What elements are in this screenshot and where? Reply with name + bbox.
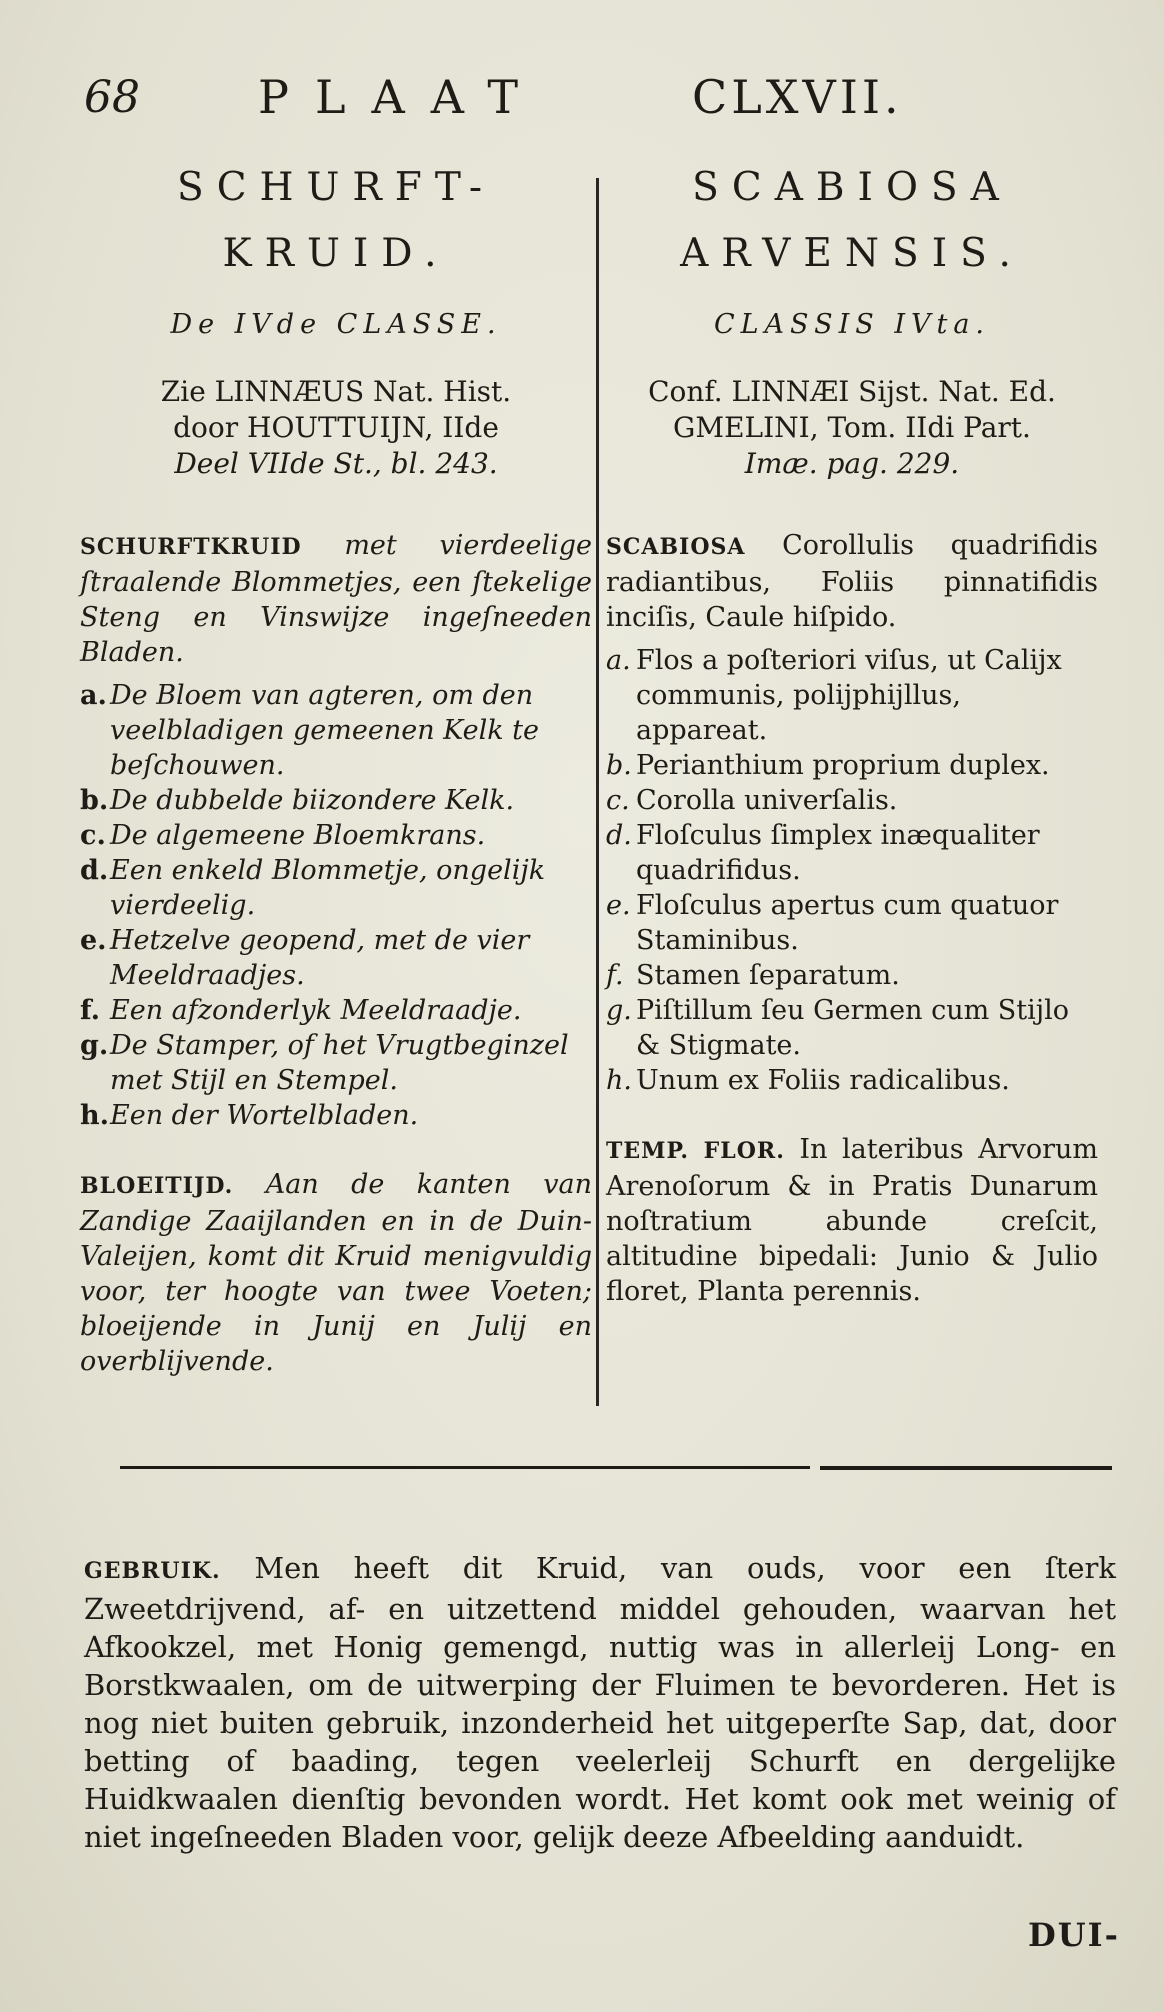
dutch-ref-line3: Deel VIIde St., bl. 243.: [174, 447, 498, 480]
item-text: Unum ex Foliis radicalibus.: [636, 1065, 1010, 1096]
list-item: [80, 853, 592, 923]
dutch-column: [80, 155, 592, 1406]
latin-ref-line2: GMELINI, Tom. IIdi Part.: [673, 411, 1031, 444]
item-text: De algemeene Bloemkrans.: [110, 820, 486, 851]
latin-title-line2: ARVENSIS.: [680, 231, 1024, 276]
list-item: [80, 783, 592, 818]
latin-class-line: CLASSIS IVta.: [713, 309, 991, 340]
latin-temp-lead: TEMP. FLOR.: [606, 1138, 785, 1164]
item-letter: g.: [606, 995, 632, 1026]
dutch-bloei-lead: BLOEITIJD.: [80, 1173, 234, 1199]
list-item: [80, 1028, 592, 1098]
latin-figure-legend: [606, 643, 1098, 1098]
latin-title-line1: SCABIOSA: [692, 165, 1012, 210]
latin-temp-text: In lateribus Arvorum Arenoſorum & in Pratis Dunarum noſtratium abunde creſcit, altitudine bipedali: Junio & Julio floret, Planta perennis.: [606, 1134, 1098, 1307]
latin-flowering-time: [606, 1132, 1098, 1309]
dutch-reference: [80, 374, 592, 482]
list-item: [80, 818, 592, 853]
item-letter: a.: [606, 645, 631, 676]
latin-desc-lead: SCABIOSA: [606, 534, 746, 560]
item-text: Piſtillum ſeu Germen cum Stijlo & Stigmate.: [636, 995, 1070, 1061]
dutch-title-line1: SCHURFT-: [176, 165, 496, 210]
item-letter: c.: [80, 820, 106, 851]
page-number: 68: [84, 72, 140, 123]
latin-reference: [606, 374, 1098, 482]
catchword: DUI-: [1028, 1916, 1120, 1954]
column-divider: [596, 178, 599, 1406]
item-letter: e.: [80, 925, 107, 956]
dutch-description: [80, 528, 592, 670]
dutch-ref-line1: Zie LINNÆUS Nat. Hist.: [160, 375, 512, 408]
item-letter: e.: [606, 890, 631, 921]
item-letter: b.: [80, 785, 109, 816]
item-text: Een afzonderlyk Meeldraadje.: [110, 995, 522, 1026]
item-text: Een der Wortelbladen.: [110, 1100, 419, 1131]
item-letter: b.: [606, 750, 632, 781]
running-head-title: PLAAT: [258, 70, 545, 124]
item-text: De Stamper, of het Vrugtbeginzel met Stijl en Stempel.: [110, 1030, 569, 1096]
dutch-flowering-time: [80, 1167, 592, 1379]
usage-lead: GEBRUIK.: [84, 1558, 221, 1584]
list-item: [606, 1063, 1098, 1098]
dutch-title-line2: KRUID.: [222, 231, 450, 276]
list-item: [606, 818, 1098, 888]
item-text: Stamen ſeparatum.: [636, 960, 900, 991]
item-letter: d.: [606, 820, 632, 851]
list-item: [606, 888, 1098, 958]
dutch-figure-legend: [80, 678, 592, 1133]
list-item: [606, 783, 1098, 818]
dutch-ref-line2: door HOUTTUIJN, IIde: [173, 411, 499, 444]
item-letter: c.: [606, 785, 630, 816]
dutch-desc-text: met vierdeelige ſtraalende Blommetjes, een ſtekelige Steng en Vinswijze ingeſneeden Bladen.: [80, 530, 592, 668]
item-letter: h.: [606, 1065, 632, 1096]
item-letter: f.: [606, 960, 624, 991]
list-item: [606, 958, 1098, 993]
latin-description: [606, 528, 1098, 635]
list-item: [606, 993, 1098, 1063]
usage-text: Men heeft dit Kruid, van ouds, voor een ſterk Zweetdrijvend, af- en uitzettend middel gehouden, waarvan het Afkookzel, met Honig gemengd, nuttig was in allerleij Long- en Borstkwaalen, om de uitwerping der Fluimen te bevorderen. Het is nog niet buiten gebruik, inzonderheid het uitgeperſte Sap, dat, door betting of baading, tegen veelerleij Schurft en dergelijke Huidkwaalen dienſtig bevonden wordt. Het komt ook met weinig of niet ingeſneeden Bladen voor, gelijk deeze Afbeelding aanduidt.: [84, 1551, 1116, 1854]
item-text: Een enkeld Blommetje, ongelijk vierdeelig.: [110, 855, 546, 921]
item-letter: h.: [80, 1100, 110, 1131]
item-letter: f.: [80, 995, 101, 1026]
item-letter: d.: [80, 855, 109, 886]
latin-ref-line3: Imæ. pag. 229.: [744, 447, 960, 480]
list-item: [606, 748, 1098, 783]
latin-desc-text: Corollulis quadrifidis radiantibus, Foliis pinnatifidis inciſis, Caule hiſpido.: [606, 530, 1098, 633]
list-item: [80, 678, 592, 783]
item-text: Corolla univerſalis.: [636, 785, 898, 816]
latin-ref-line1: Conf. LINNÆI Sijst. Nat. Ed.: [648, 375, 1056, 408]
item-text: De Bloem van agteren, om den veelbladigen gemeenen Kelk te beſchouwen.: [110, 680, 540, 781]
list-item: [80, 993, 592, 1028]
section-rule-left: [120, 1466, 810, 1469]
dutch-bloei-text: Aan de kanten van Zandige Zaaijlanden en in de Duin-Valeijen, komt dit Kruid menigvuldig voor, ter hoogte van twee Voeten; bloeijende in Junij en Julij en overblijvende.: [80, 1169, 592, 1377]
item-text: De dubbelde biizondere Kelk.: [110, 785, 515, 816]
item-letter: g.: [80, 1030, 109, 1061]
item-text: Hetzelve geopend, met de vier Meeldraadjes.: [110, 925, 530, 991]
section-rule-right: [820, 1466, 1112, 1470]
item-text: Floſculus ſimplex inæqualiter quadrifidus.: [636, 820, 1040, 886]
dutch-class-line: De IVde CLASSE.: [170, 309, 502, 340]
plate-number: CLXVII.: [692, 70, 903, 124]
item-text: Floſculus apertus cum quatuor Staminibus.: [636, 890, 1059, 956]
list-item: [606, 643, 1098, 748]
dutch-desc-lead: SCHURFTKRUID: [80, 534, 302, 560]
list-item: [80, 923, 592, 993]
list-item: [80, 1098, 592, 1133]
item-text: Flos a poſteriori viſus, ut Calijx communis, polijphijllus, appareat.: [636, 645, 1062, 746]
usage-paragraph: [84, 1549, 1116, 1856]
item-text: Perianthium proprium duplex.: [636, 750, 1050, 781]
latin-column: [606, 155, 1098, 1336]
item-letter: a.: [80, 680, 107, 711]
